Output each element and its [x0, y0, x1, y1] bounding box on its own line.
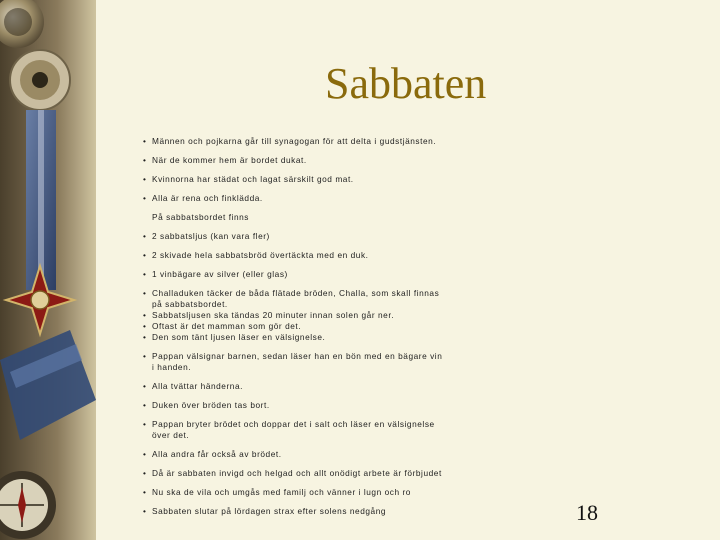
decorative-sidebar-image [0, 0, 96, 540]
slide-title: Sabbaten [325, 59, 487, 108]
bullet-item: • Duken över bröden tas bort. [143, 400, 443, 411]
medals-photo-illustration [0, 0, 96, 540]
bullet-item: • När de kommer hem är bordet dukat. [143, 155, 443, 166]
bullet-item: • Nu ska de vila och umgås med familj och vänner i lugn och ro [143, 487, 443, 498]
bullet-item: • Pappan bryter brödet och doppar det i salt och läser en välsignelse över det. [143, 419, 443, 441]
bullet-item: • Oftast är det mamman som gör det. [143, 321, 443, 332]
bullet-item: • 1 vinbägare av silver (eller glas) [143, 269, 443, 280]
bullet-item: • Alla tvättar händerna. [143, 381, 443, 392]
bullet-item: • Alla är rena och finklädda. [143, 193, 443, 204]
bullet-item: • Sabbaten slutar på lördagen strax efter solens nedgång [143, 506, 443, 517]
bullet-item: • Challaduken täcker de båda flätade bröden, Challa, som skall finnas på sabbatsbordet. [143, 288, 443, 310]
list-heading: På sabbatsbordet finns [152, 212, 249, 222]
bullet-item: • Pappan välsignar barnen, sedan läser han en bön med en bägare vin i handen. [143, 351, 443, 373]
bullet-item: • Då är sabbaten invigd och helgad och allt onödigt arbete är förbjudet [143, 468, 443, 479]
bullet-item: • 2 sabbatsljus (kan vara fler) [143, 231, 443, 242]
bullet-item: • 2 skivade hela sabbatsbröd övertäckta med en duk. [143, 250, 443, 261]
bullet-item: • Sabbatsljusen ska tändas 20 minuter innan solen går ner. [143, 310, 443, 321]
bullet-list [143, 136, 443, 517]
bullet-item: • Männen och pojkarna går till synagogan för att delta i gudstjänsten. [143, 136, 443, 147]
bullet-item: • Kvinnorna har städat och lagat särskilt god mat. [143, 174, 443, 185]
bullet-item: • Alla andra får också av brödet. [143, 449, 443, 460]
bullet-item: • Den som tänt ljusen läser en välsignelse. [143, 332, 443, 343]
page-number: 18 [576, 500, 598, 525]
